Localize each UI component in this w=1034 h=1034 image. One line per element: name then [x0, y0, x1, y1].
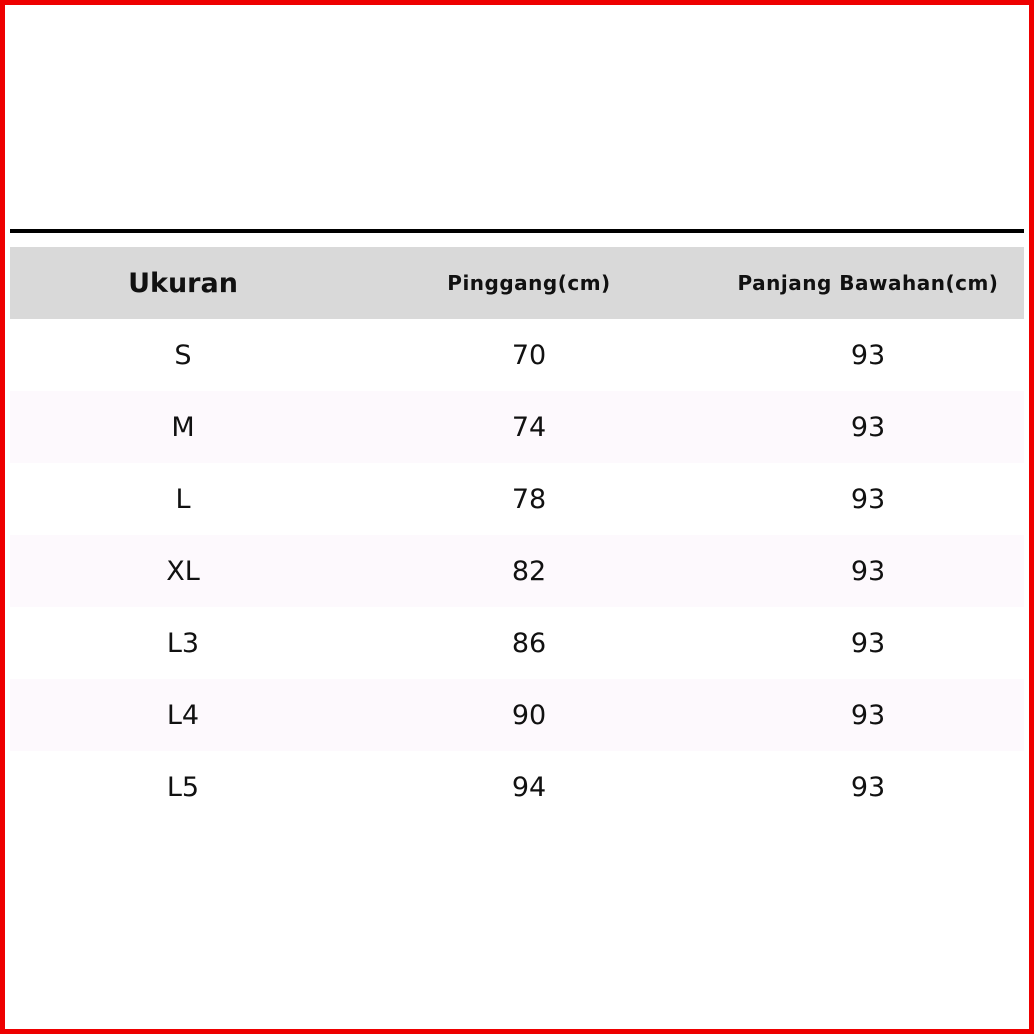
cell-waist: 70: [511, 339, 547, 371]
table-header: [10, 247, 1024, 319]
table-row: [10, 679, 1024, 751]
cell-size: L5: [166, 771, 200, 803]
cell-length: 93: [850, 411, 886, 443]
table-row: [10, 751, 1024, 823]
cell-size: L4: [166, 699, 200, 731]
cell-length: 93: [850, 555, 886, 587]
cell-waist: 94: [511, 771, 547, 803]
cell-size: S: [174, 339, 192, 371]
cell-length: 93: [850, 771, 886, 803]
cell-size: L3: [166, 627, 200, 659]
cell-waist: 82: [511, 555, 547, 587]
table-row: [10, 391, 1024, 463]
table-row: [10, 319, 1024, 391]
top-divider: [10, 229, 1024, 233]
cell-length: 93: [850, 699, 886, 731]
cell-length: 93: [850, 483, 886, 515]
cell-waist: 74: [511, 411, 547, 443]
size-table: [10, 247, 1024, 823]
cell-size: L: [175, 483, 191, 515]
table-row: [10, 607, 1024, 679]
header-waist: Pinggang(cm): [447, 271, 611, 295]
table-row: [10, 535, 1024, 607]
table-row: [10, 463, 1024, 535]
cell-waist: 78: [511, 483, 547, 515]
cell-length: 93: [850, 339, 886, 371]
cell-length: 93: [850, 627, 886, 659]
cell-size: M: [171, 411, 195, 443]
cell-size: XL: [166, 555, 200, 587]
cell-waist: 86: [511, 627, 547, 659]
cell-waist: 90: [511, 699, 547, 731]
header-size: Ukuran: [128, 267, 238, 299]
header-length: Panjang Bawahan(cm): [737, 271, 999, 295]
